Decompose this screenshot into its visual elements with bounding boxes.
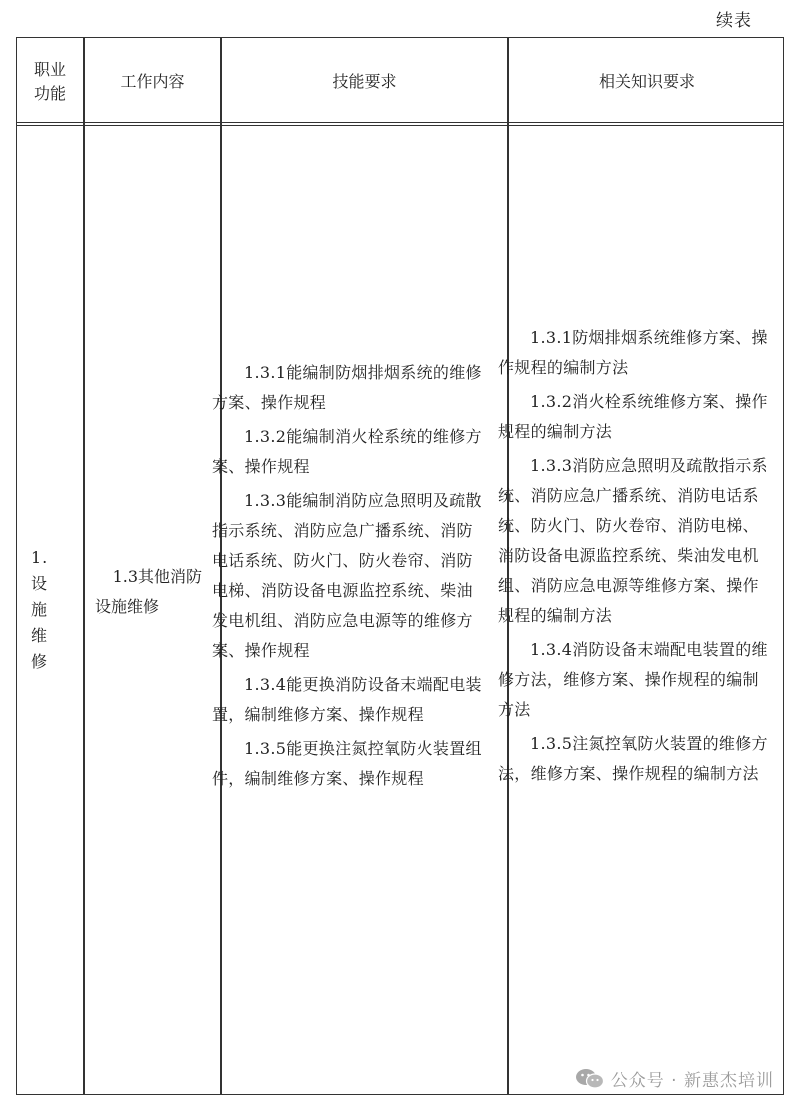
skill-item: 1.3.1能编制防烟排烟系统的维修方案、操作规程 <box>212 363 482 412</box>
skill-item: 1.3.5能更换注氮控氧防火装置组件，编制维修方案、操作规程 <box>212 739 482 788</box>
work-content-text: 1.3其他消防设施维修 <box>95 567 203 616</box>
knowledge-requirements-cell <box>498 323 770 793</box>
function-text: 1. 设施维修 <box>31 548 49 671</box>
header-skill-requirements: 技能要求 <box>332 71 397 91</box>
work-content-cell <box>85 126 220 1094</box>
header-function-line2: 功能 <box>33 84 66 103</box>
header-work-content: 工作内容 <box>120 71 185 91</box>
header-function-line1: 职业 <box>33 60 66 79</box>
watermark-text: 公众号 · 新惠杰培训 <box>610 1071 774 1091</box>
wechat-icon <box>575 1067 605 1091</box>
skill-item: 1.3.3能编制消防应急照明及疏散指示系统、消防应急广播系统、消防电话系统、防火门、防火卷帘、消防电梯、消防设备电源监控系统、柴油发电机组、消防应急电源等的维修方案、操作规程 <box>212 491 482 660</box>
knowledge-item: 1.3.4消防设备末端配电装置的维修方法，维修方案、操作规程的编制方法 <box>498 640 768 719</box>
header-knowledge-requirements: 相关知识要求 <box>598 71 695 91</box>
knowledge-item: 1.3.3消防应急照明及疏散指示系统、消防应急广播系统、消防电话系统、防火门、防火卷帘、消防电梯、消防设备电源监控系统、柴油发电机组、消防应急电源等维修方案、操作规程的编制方法 <box>498 456 768 625</box>
knowledge-item: 1.3.5注氮控氧防火装置的维修方法，维修方案、操作规程的编制方法 <box>498 734 768 783</box>
skill-item: 1.3.2能编制消火栓系统的维修方案、操作规程 <box>212 427 482 476</box>
continued-table-label: 续表 <box>716 11 752 31</box>
header-divider <box>17 122 783 123</box>
watermark <box>575 1066 774 1091</box>
knowledge-item: 1.3.2消火栓系统维修方案、操作规程的编制方法 <box>498 392 768 441</box>
header-function <box>17 38 83 124</box>
skill-requirements-cell <box>212 358 486 798</box>
function-cell <box>17 126 83 1094</box>
knowledge-item: 1.3.1防烟排烟系统维修方案、操作规程的编制方法 <box>498 328 768 377</box>
skill-item: 1.3.4能更换消防设备末端配电装置，编制维修方案、操作规程 <box>212 675 482 724</box>
